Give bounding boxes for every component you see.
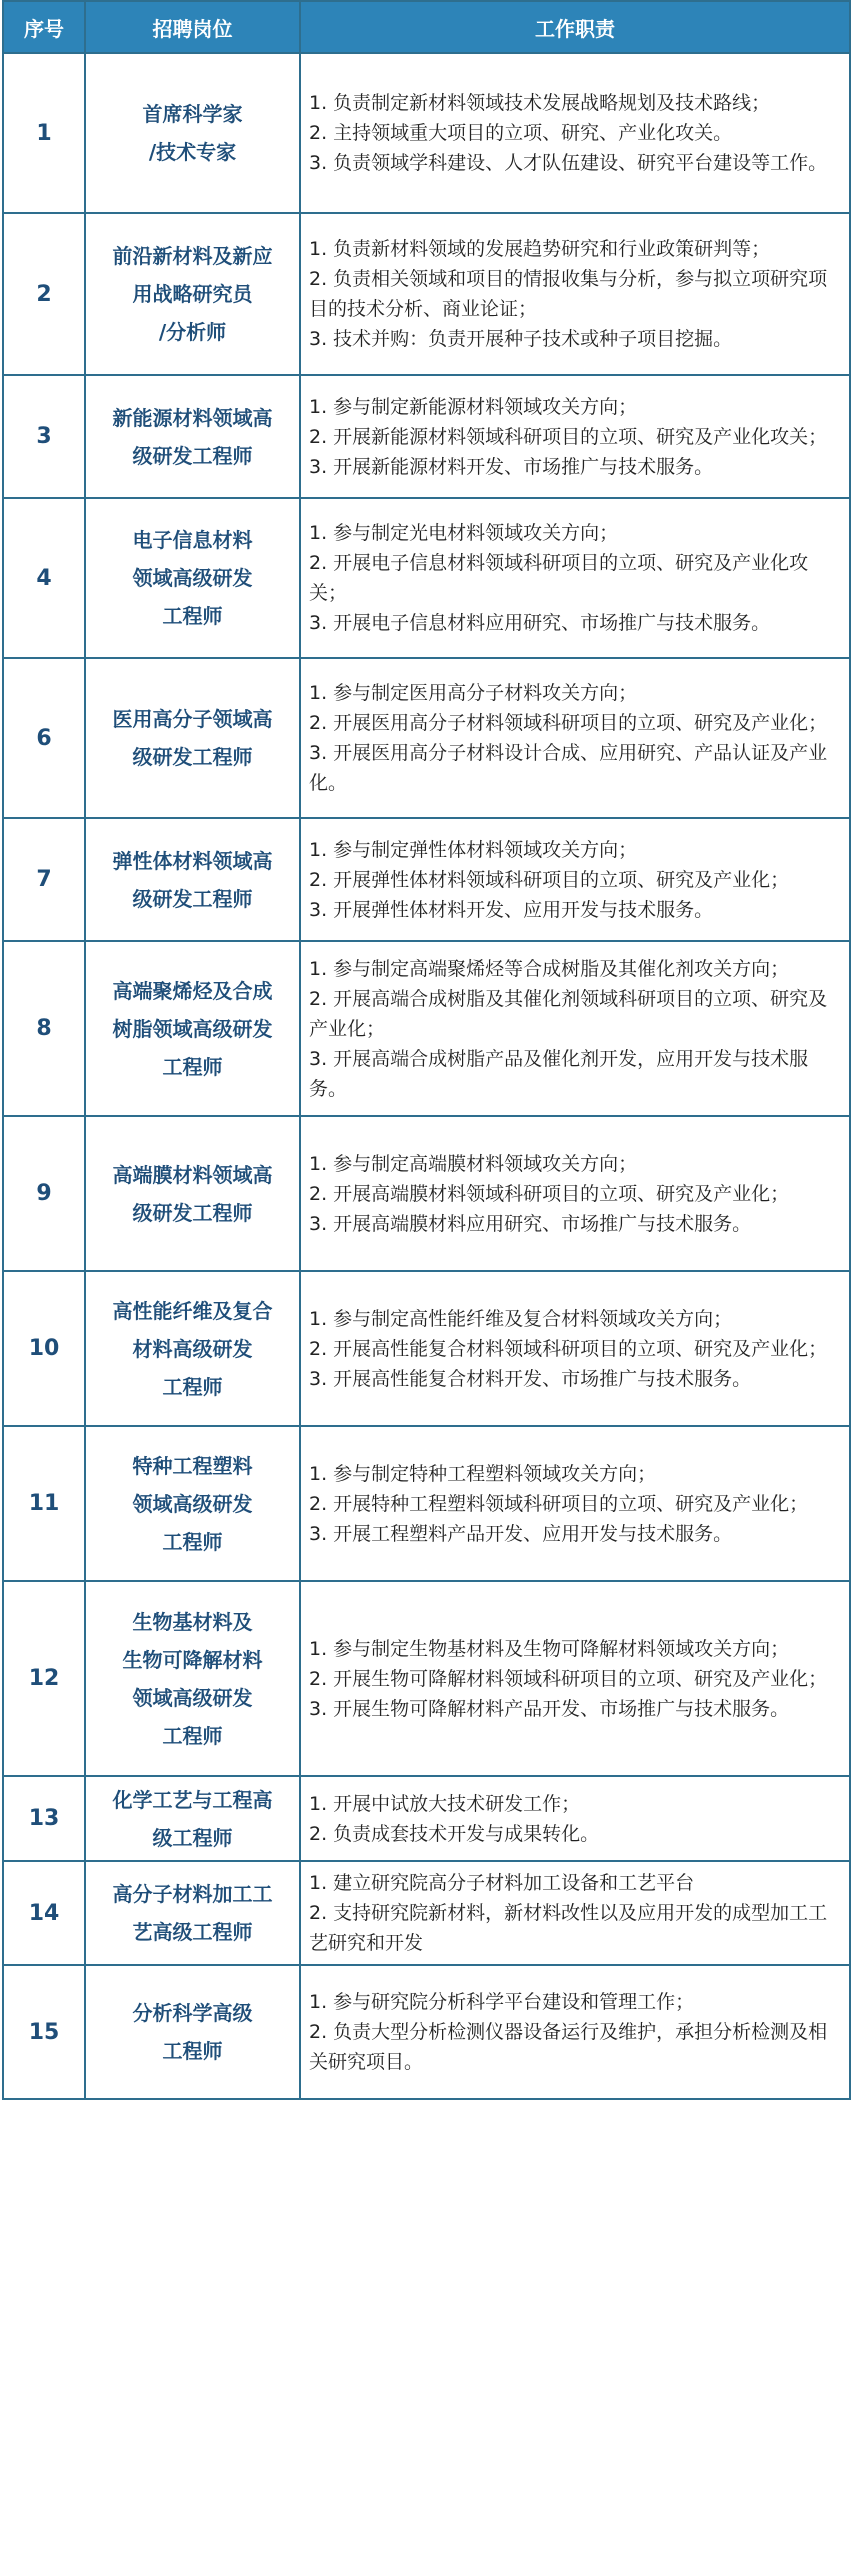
row-seq: 6 <box>3 658 85 818</box>
duty-item: 1. 参与制定医用高分子材料攻关方向； <box>309 682 638 704</box>
duty-item: 3. 开展电子信息材料应用研究、市场推广与技术服务。 <box>309 612 771 634</box>
row-seq: 1 <box>3 53 85 213</box>
position-title-line: 高端聚烯烃及合成 <box>112 978 273 1003</box>
table-row <box>3 213 850 375</box>
duty-item: 3. 开展高端膜材料应用研究、市场推广与技术服务。 <box>309 1212 752 1235</box>
row-position <box>85 1116 300 1271</box>
duty-item: 1. 建立研究院高分子材料加工设备和工艺平台 <box>309 1872 695 1894</box>
duty-item: 2. 支持研究院新材料，新材料改性以及应用开发的成型加工工艺研究和开发 <box>309 1902 828 1954</box>
row-duties <box>300 375 850 498</box>
duty-item: 1. 负责制定新材料领域技术发展战略规划及技术路线； <box>309 92 771 114</box>
header-position: 招聘岗位 <box>85 1 300 53</box>
row-position <box>85 1271 300 1426</box>
row-seq: 14 <box>3 1861 85 1965</box>
row-position <box>85 498 300 658</box>
row-position <box>85 1965 300 2099</box>
table-row <box>3 941 850 1116</box>
position-title-line: 新能源材料领域高 <box>112 405 273 430</box>
duty-item: 3. 开展医用高分子材料设计合成、应用研究、产品认证及产业化。 <box>309 742 828 794</box>
table-row <box>3 1271 850 1426</box>
position-title-line: 分析科学高级 <box>132 2001 253 2025</box>
table-body <box>3 53 850 2099</box>
duty-item: 2. 开展新能源材料领域科研项目的立项、研究及产业化攻关； <box>309 425 828 448</box>
duty-item: 3. 技术并购：负责开展种子技术或种子项目挖掘。 <box>309 328 733 350</box>
row-position <box>85 1581 300 1776</box>
duty-item: 2. 负责相关领域和项目的情报收集与分析，参与拟立项研究项目的技术分析、商业论证； <box>309 268 828 320</box>
position-title-line: 首席科学家 <box>142 102 243 126</box>
duty-item: 1. 负责新材料领域的发展趋势研究和行业政策研判等； <box>309 238 771 260</box>
position-title-line: 工程师 <box>162 1723 223 1748</box>
row-position <box>85 53 300 213</box>
duty-item: 1. 参与制定光电材料领域攻关方向； <box>309 522 619 544</box>
duty-item: 2. 开展电子信息材料领域科研项目的立项、研究及产业化攻关； <box>309 552 809 604</box>
row-seq: 8 <box>3 941 85 1116</box>
duty-item: 3. 负责领域学科建设、人才队伍建设、研究平台建设等工作。 <box>309 152 828 174</box>
position-title-line: 生物基材料及 <box>132 1609 253 1634</box>
header-duties: 工作职责 <box>300 1 850 53</box>
position-title-line: 化学工艺与工程高 <box>112 1787 273 1812</box>
row-seq: 9 <box>3 1116 85 1271</box>
duty-item: 1. 参与制定新能源材料领域攻关方向； <box>309 395 638 418</box>
duty-item: 2. 负责成套技术开发与成果转化。 <box>309 1822 600 1845</box>
position-title-line: 用战略研究员 <box>132 282 253 306</box>
row-duties <box>300 1426 850 1581</box>
duty-item: 3. 开展高端合成树脂产品及催化剂开发，应用开发与技术服务。 <box>309 1047 809 1100</box>
header-seq: 序号 <box>3 1 85 53</box>
table-row <box>3 658 850 818</box>
row-seq: 7 <box>3 818 85 941</box>
row-position <box>85 1861 300 1965</box>
position-title-line: 领域高级研发 <box>132 566 253 590</box>
duty-item: 2. 开展特种工程塑料领域科研项目的立项、研究及产业化； <box>309 1492 809 1515</box>
position-title-line: 弹性体材料领域高 <box>112 848 273 873</box>
duty-item: 2. 开展高端合成树脂及其催化剂领域科研项目的立项、研究及产业化； <box>309 987 828 1040</box>
position-title-line: 级研发工程师 <box>132 745 253 769</box>
row-position <box>85 941 300 1116</box>
table-row <box>3 375 850 498</box>
table-row <box>3 1776 850 1861</box>
position-title-line: 级研发工程师 <box>132 443 253 468</box>
row-duties <box>300 1116 850 1271</box>
position-title-line: /分析师 <box>158 320 227 344</box>
position-title-line: 生物可降解材料 <box>122 1647 263 1672</box>
duty-item: 1. 参与制定特种工程塑料领域攻关方向； <box>309 1462 657 1485</box>
row-duties <box>300 1776 850 1861</box>
duty-item: 3. 开展新能源材料开发、市场推广与技术服务。 <box>309 455 714 478</box>
row-position <box>85 375 300 498</box>
position-title-line: 前沿新材料及新应 <box>112 244 273 268</box>
table-row <box>3 818 850 941</box>
duty-item: 1. 参与制定高性能纤维及复合材料领域攻关方向； <box>309 1307 733 1330</box>
table-row <box>3 1581 850 1776</box>
row-position <box>85 1426 300 1581</box>
row-seq: 13 <box>3 1776 85 1861</box>
duty-item: 1. 参与制定生物基材料及生物可降解材料领域攻关方向； <box>309 1637 790 1660</box>
table-row <box>3 1426 850 1581</box>
duty-item: 1. 参与制定高端聚烯烃等合成树脂及其催化剂攻关方向； <box>309 957 790 980</box>
position-title-line: 级研发工程师 <box>132 886 253 911</box>
row-duties <box>300 213 850 375</box>
position-title-line: 树脂领域高级研发 <box>112 1016 273 1041</box>
position-title-line: 级工程师 <box>152 1825 233 1850</box>
row-seq: 11 <box>3 1426 85 1581</box>
position-title-line: 工程师 <box>162 604 223 628</box>
position-title-line: 领域高级研发 <box>132 1491 253 1516</box>
row-duties <box>300 1271 850 1426</box>
table-header-row <box>3 1 850 53</box>
duty-item: 2. 开展高性能复合材料领域科研项目的立项、研究及产业化； <box>309 1337 828 1360</box>
duty-item: 1. 开展中试放大技术研发工作； <box>309 1792 581 1815</box>
position-title-line: 工程师 <box>162 1374 223 1399</box>
duty-item: 3. 开展工程塑料产品开发、应用开发与技术服务。 <box>309 1522 733 1545</box>
position-title-line: 艺高级工程师 <box>132 1920 253 1944</box>
position-title-line: 医用高分子领域高 <box>112 707 273 731</box>
table-row <box>3 53 850 213</box>
position-title-line: 领域高级研发 <box>132 1685 253 1710</box>
position-title-line: 工程师 <box>162 1529 223 1554</box>
row-position <box>85 818 300 941</box>
position-title-line: 高性能纤维及复合 <box>112 1298 273 1323</box>
table-row <box>3 1116 850 1271</box>
row-seq: 4 <box>3 498 85 658</box>
row-duties <box>300 1965 850 2099</box>
duty-item: 1. 参与制定弹性体材料领域攻关方向； <box>309 838 638 861</box>
position-title-line: 材料高级研发 <box>132 1336 253 1361</box>
position-title-line: 高端膜材料领域高 <box>112 1162 273 1187</box>
row-seq: 2 <box>3 213 85 375</box>
row-duties <box>300 818 850 941</box>
row-seq: 3 <box>3 375 85 498</box>
table-row <box>3 498 850 658</box>
row-position <box>85 213 300 375</box>
position-title-line: 电子信息材料 <box>132 528 253 552</box>
duty-item: 2. 开展弹性体材料领域科研项目的立项、研究及产业化； <box>309 868 790 891</box>
position-title-line: 特种工程塑料 <box>132 1453 253 1478</box>
position-title-line: 高分子材料加工工 <box>112 1882 273 1906</box>
duty-item: 3. 开展生物可降解材料产品开发、市场推广与技术服务。 <box>309 1697 790 1720</box>
duty-item: 3. 开展高性能复合材料开发、市场推广与技术服务。 <box>309 1367 752 1390</box>
row-seq: 12 <box>3 1581 85 1776</box>
duty-item: 1. 参与研究院分析科学平台建设和管理工作； <box>309 1991 695 2013</box>
table-row <box>3 1861 850 1965</box>
row-duties <box>300 1581 850 1776</box>
recruitment-table <box>2 0 851 2100</box>
duty-item: 2. 负责大型分析检测仪器设备运行及维护，承担分析检测及相关研究项目。 <box>309 2021 828 2073</box>
row-duties <box>300 1861 850 1965</box>
row-seq: 15 <box>3 1965 85 2099</box>
duty-item: 2. 开展医用高分子材料领域科研项目的立项、研究及产业化； <box>309 712 828 734</box>
row-seq: 10 <box>3 1271 85 1426</box>
duty-item: 3. 开展弹性体材料开发、应用开发与技术服务。 <box>309 898 714 921</box>
row-duties <box>300 941 850 1116</box>
row-position <box>85 658 300 818</box>
row-duties <box>300 498 850 658</box>
duty-item: 2. 主持领域重大项目的立项、研究、产业化攻关。 <box>309 122 733 144</box>
duty-item: 2. 开展高端膜材料领域科研项目的立项、研究及产业化； <box>309 1182 790 1205</box>
duty-item: 2. 开展生物可降解材料领域科研项目的立项、研究及产业化； <box>309 1667 828 1690</box>
position-title-line: 级研发工程师 <box>132 1200 253 1225</box>
duty-item: 1. 参与制定高端膜材料领域攻关方向； <box>309 1152 638 1175</box>
row-position <box>85 1776 300 1861</box>
row-duties <box>300 658 850 818</box>
row-duties <box>300 53 850 213</box>
table-row <box>3 1965 850 2099</box>
position-title-line: 工程师 <box>162 2039 223 2063</box>
position-title-line: /技术专家 <box>148 140 237 164</box>
position-title-line: 工程师 <box>162 1054 223 1079</box>
